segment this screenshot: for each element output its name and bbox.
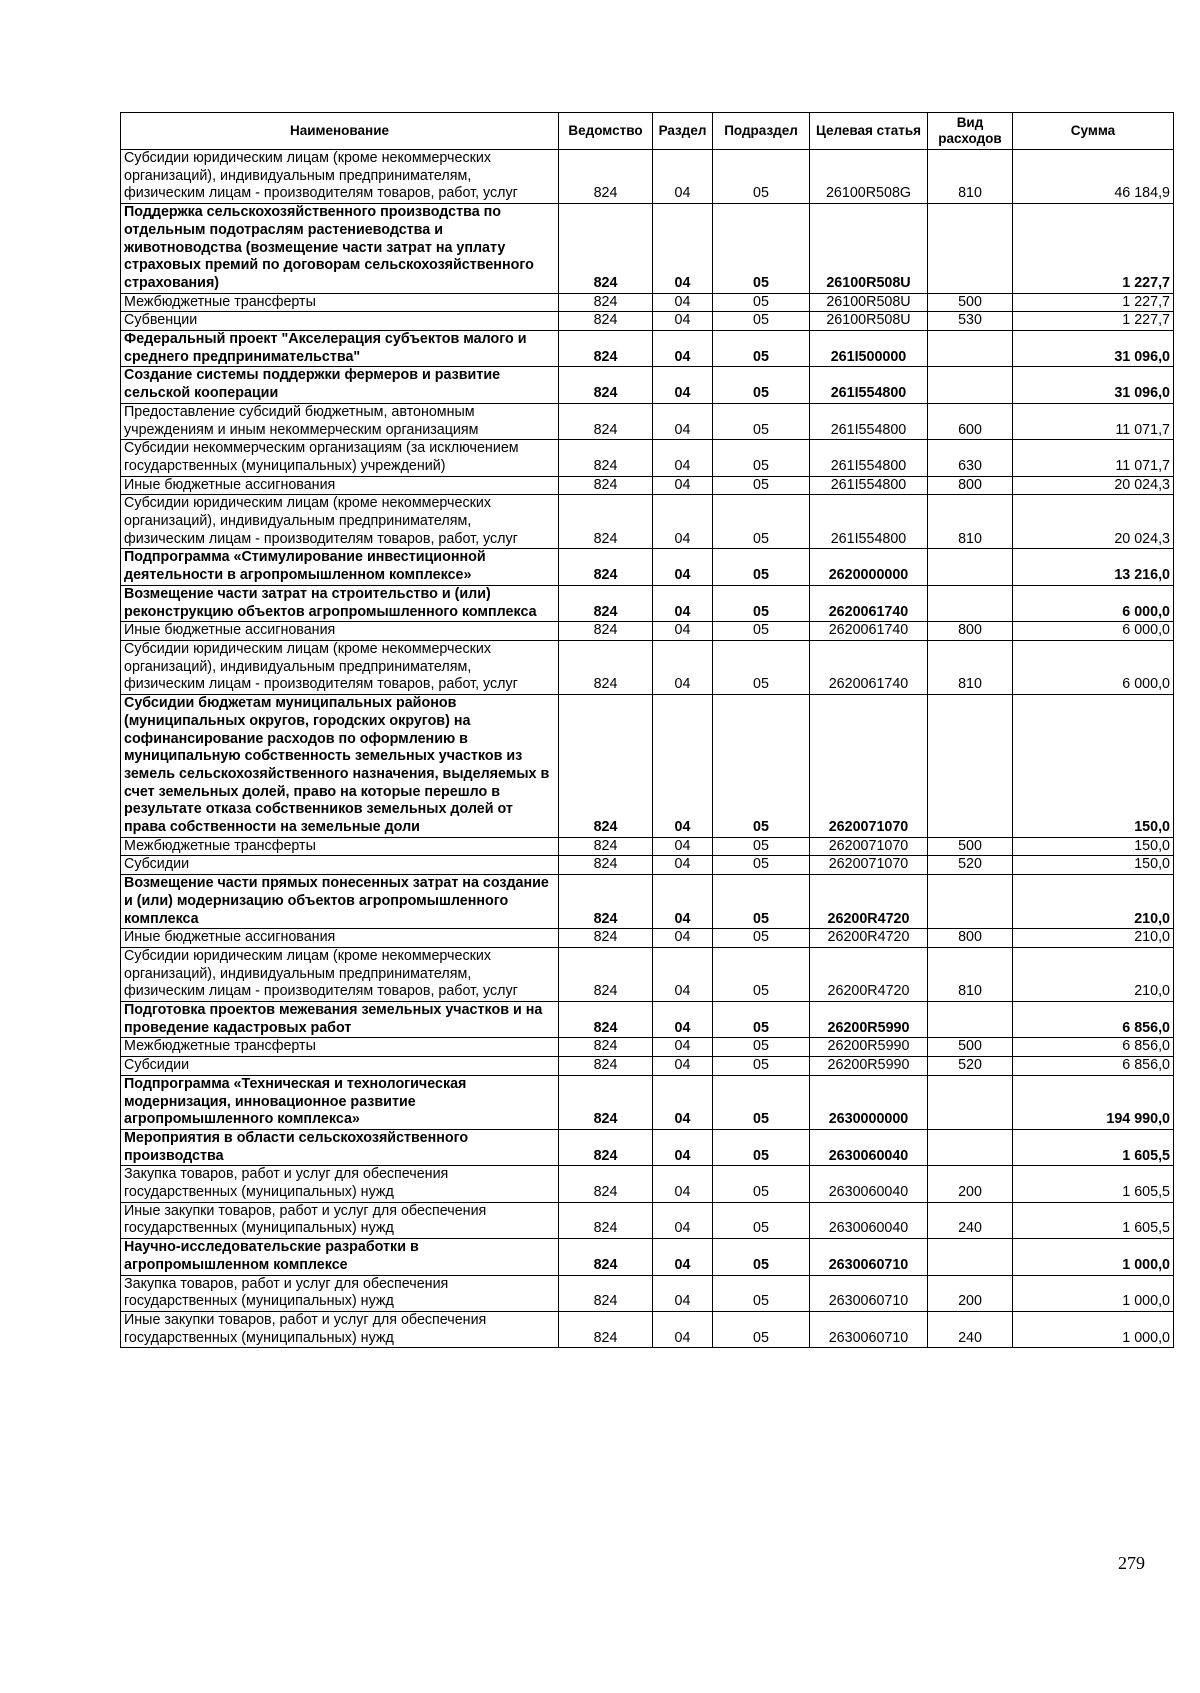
cell-name: Мероприятия в области сельскохозяйственного производства [121, 1129, 559, 1165]
cell-target: 2620061740 [810, 640, 928, 694]
cell-exp-type [928, 1239, 1013, 1275]
cell-exp-type: 810 [928, 640, 1013, 694]
cell-section: 04 [653, 495, 713, 549]
cell-dept: 824 [559, 585, 653, 621]
cell-subsection: 05 [713, 947, 810, 1001]
table-row [121, 1075, 1174, 1129]
cell-target: 261I554800 [810, 367, 928, 403]
cell-subsection: 05 [713, 695, 810, 838]
cell-target: 261I554800 [810, 440, 928, 476]
cell-dept: 824 [559, 837, 653, 856]
cell-section: 04 [653, 1239, 713, 1275]
table-row [121, 1057, 1174, 1076]
table-row [121, 837, 1174, 856]
cell-target: 2630060040 [810, 1202, 928, 1238]
cell-exp-type: 810 [928, 495, 1013, 549]
header-subsection: Подраздел [713, 113, 810, 150]
cell-name: Субсидии некоммерческим организациям (за исключением государственных (муниципальных) учреждений) [121, 440, 559, 476]
cell-amount: 210,0 [1013, 875, 1174, 929]
table-row [121, 367, 1174, 403]
page-number: 279 [1118, 1553, 1145, 1573]
cell-amount: 6 856,0 [1013, 1038, 1174, 1057]
cell-target: 261I554800 [810, 495, 928, 549]
cell-amount: 150,0 [1013, 856, 1174, 875]
cell-exp-type: 200 [928, 1275, 1013, 1311]
cell-name: Поддержка сельскохозяйственного производства по отдельным подотраслям растениеводства и животноводства (возмещение части затрат на уплату страховых премий по договорам сельскохозяйственного страхования) [121, 204, 559, 294]
cell-amount: 194 990,0 [1013, 1075, 1174, 1129]
table-body [121, 150, 1174, 1348]
cell-subsection: 05 [713, 150, 810, 204]
header-name: Наименование [121, 113, 559, 150]
cell-amount: 1 000,0 [1013, 1275, 1174, 1311]
table-row [121, 1129, 1174, 1165]
cell-amount: 210,0 [1013, 929, 1174, 948]
cell-amount: 1 227,7 [1013, 312, 1174, 331]
table-row [121, 929, 1174, 948]
cell-subsection: 05 [713, 440, 810, 476]
cell-target: 26100R508U [810, 293, 928, 312]
cell-amount: 1 227,7 [1013, 293, 1174, 312]
cell-subsection: 05 [713, 204, 810, 294]
cell-exp-type: 200 [928, 1166, 1013, 1202]
table-row [121, 875, 1174, 929]
cell-section: 04 [653, 440, 713, 476]
cell-subsection: 05 [713, 476, 810, 495]
cell-target: 26200R4720 [810, 929, 928, 948]
cell-section: 04 [653, 1057, 713, 1076]
table-row [121, 204, 1174, 294]
cell-dept: 824 [559, 495, 653, 549]
cell-name: Закупка товаров, работ и услуг для обеспечения государственных (муниципальных) нужд [121, 1275, 559, 1311]
cell-name: Иные бюджетные ассигнования [121, 622, 559, 641]
cell-target: 26200R4720 [810, 947, 928, 1001]
cell-target: 2630060710 [810, 1239, 928, 1275]
cell-target: 26200R5990 [810, 1038, 928, 1057]
cell-amount: 150,0 [1013, 837, 1174, 856]
cell-target: 261I554800 [810, 403, 928, 439]
table-row [121, 1312, 1174, 1348]
cell-exp-type: 800 [928, 476, 1013, 495]
cell-name: Межбюджетные трансферты [121, 837, 559, 856]
cell-target: 26200R4720 [810, 875, 928, 929]
cell-amount: 31 096,0 [1013, 367, 1174, 403]
cell-section: 04 [653, 1002, 713, 1038]
cell-subsection: 05 [713, 367, 810, 403]
cell-dept: 824 [559, 947, 653, 1001]
cell-dept: 824 [559, 312, 653, 331]
cell-name: Иные закупки товаров, работ и услуг для обеспечения государственных (муниципальных) нужд [121, 1312, 559, 1348]
cell-dept: 824 [559, 476, 653, 495]
cell-section: 04 [653, 875, 713, 929]
cell-name: Подготовка проектов межевания земельных участков и на проведение кадастровых работ [121, 1002, 559, 1038]
cell-dept: 824 [559, 1202, 653, 1238]
cell-target: 261I554800 [810, 476, 928, 495]
cell-subsection: 05 [713, 1129, 810, 1165]
cell-dept: 824 [559, 1129, 653, 1165]
cell-dept: 824 [559, 150, 653, 204]
cell-dept: 824 [559, 367, 653, 403]
cell-dept: 824 [559, 1075, 653, 1129]
table-row [121, 440, 1174, 476]
cell-name: Подпрограмма «Стимулирование инвестиционной деятельности в агропромышленном комплексе» [121, 549, 559, 585]
cell-subsection: 05 [713, 549, 810, 585]
cell-subsection: 05 [713, 1002, 810, 1038]
cell-subsection: 05 [713, 856, 810, 875]
cell-exp-type: 600 [928, 403, 1013, 439]
cell-name: Субсидии юридическим лицам (кроме некоммерческих организаций), индивидуальным предпринимателям, физическим лицам - производителям товаров, работ, услуг [121, 150, 559, 204]
cell-dept: 824 [559, 875, 653, 929]
cell-dept: 824 [559, 549, 653, 585]
cell-exp-type [928, 1129, 1013, 1165]
cell-dept: 824 [559, 929, 653, 948]
cell-section: 04 [653, 403, 713, 439]
cell-name: Субсидии бюджетам муниципальных районов (муниципальных округов, городских округов) на софинансирование расходов по оформлению в муниципальную собственность земельных участков из земель сельскохозяйственного назначения, выделяемых в счет земельных долей, право на которые перешло в результате отказа собственников земельных долей от права собственности на земельные доли [121, 695, 559, 838]
cell-exp-type: 500 [928, 837, 1013, 856]
cell-section: 04 [653, 150, 713, 204]
cell-target: 2620061740 [810, 622, 928, 641]
cell-section: 04 [653, 367, 713, 403]
cell-name: Субсидии [121, 1057, 559, 1076]
cell-amount: 6 000,0 [1013, 622, 1174, 641]
cell-section: 04 [653, 1202, 713, 1238]
table-row [121, 695, 1174, 838]
table-row [121, 1002, 1174, 1038]
cell-target: 2630060040 [810, 1166, 928, 1202]
cell-subsection: 05 [713, 1239, 810, 1275]
cell-target: 2620061740 [810, 585, 928, 621]
cell-name: Субсидии [121, 856, 559, 875]
cell-dept: 824 [559, 1057, 653, 1076]
cell-dept: 824 [559, 1002, 653, 1038]
table-row [121, 293, 1174, 312]
cell-section: 04 [653, 1075, 713, 1129]
cell-name: Иные закупки товаров, работ и услуг для обеспечения государственных (муниципальных) нужд [121, 1202, 559, 1238]
cell-exp-type [928, 204, 1013, 294]
cell-subsection: 05 [713, 293, 810, 312]
cell-amount: 210,0 [1013, 947, 1174, 1001]
cell-section: 04 [653, 1129, 713, 1165]
header-dept: Ведомство [559, 113, 653, 150]
cell-target: 2620071070 [810, 856, 928, 875]
cell-amount: 1 000,0 [1013, 1239, 1174, 1275]
table-row [121, 640, 1174, 694]
cell-subsection: 05 [713, 1038, 810, 1057]
cell-subsection: 05 [713, 875, 810, 929]
cell-section: 04 [653, 1275, 713, 1311]
cell-section: 04 [653, 640, 713, 694]
cell-dept: 824 [559, 622, 653, 641]
cell-amount: 20 024,3 [1013, 476, 1174, 495]
cell-amount: 1 227,7 [1013, 204, 1174, 294]
cell-exp-type: 530 [928, 312, 1013, 331]
cell-name: Иные бюджетные ассигнования [121, 929, 559, 948]
cell-exp-type [928, 1002, 1013, 1038]
cell-name: Иные бюджетные ассигнования [121, 476, 559, 495]
cell-dept: 824 [559, 640, 653, 694]
cell-subsection: 05 [713, 331, 810, 367]
cell-dept: 824 [559, 331, 653, 367]
cell-subsection: 05 [713, 1166, 810, 1202]
cell-dept: 824 [559, 440, 653, 476]
table-row [121, 1202, 1174, 1238]
cell-name: Субсидии юридическим лицам (кроме некоммерческих организаций), индивидуальным предпринимателям, физическим лицам - производителям товаров, работ, услуг [121, 947, 559, 1001]
cell-dept: 824 [559, 293, 653, 312]
cell-target: 2630060710 [810, 1312, 928, 1348]
budget-table [120, 112, 1174, 1348]
table-row [121, 856, 1174, 875]
cell-name: Субсидии юридическим лицам (кроме некоммерческих организаций), индивидуальным предпринимателям, физическим лицам - производителям товаров, работ, услуг [121, 495, 559, 549]
cell-target: 2620000000 [810, 549, 928, 585]
cell-name: Межбюджетные трансферты [121, 293, 559, 312]
cell-section: 04 [653, 293, 713, 312]
table-row [121, 947, 1174, 1001]
cell-subsection: 05 [713, 1202, 810, 1238]
table-row [121, 150, 1174, 204]
cell-subsection: 05 [713, 585, 810, 621]
cell-subsection: 05 [713, 1057, 810, 1076]
cell-amount: 1 000,0 [1013, 1312, 1174, 1348]
cell-name: Создание системы поддержки фермеров и развитие сельской кооперации [121, 367, 559, 403]
table-row [121, 403, 1174, 439]
cell-exp-type [928, 331, 1013, 367]
cell-section: 04 [653, 695, 713, 838]
cell-amount: 1 605,5 [1013, 1166, 1174, 1202]
header-amount: Сумма [1013, 113, 1174, 150]
cell-section: 04 [653, 947, 713, 1001]
cell-exp-type: 500 [928, 1038, 1013, 1057]
cell-target: 26200R5990 [810, 1057, 928, 1076]
cell-section: 04 [653, 929, 713, 948]
cell-target: 2620071070 [810, 695, 928, 838]
cell-section: 04 [653, 837, 713, 856]
table-row [121, 1038, 1174, 1057]
cell-amount: 1 605,5 [1013, 1202, 1174, 1238]
cell-amount: 13 216,0 [1013, 549, 1174, 585]
cell-section: 04 [653, 856, 713, 875]
cell-exp-type: 520 [928, 856, 1013, 875]
table-row [121, 331, 1174, 367]
cell-name: Субвенции [121, 312, 559, 331]
cell-exp-type [928, 1075, 1013, 1129]
table-row [121, 1275, 1174, 1311]
cell-amount: 6 000,0 [1013, 585, 1174, 621]
cell-target: 2630000000 [810, 1075, 928, 1129]
cell-amount: 31 096,0 [1013, 331, 1174, 367]
cell-exp-type [928, 585, 1013, 621]
cell-amount: 1 605,5 [1013, 1129, 1174, 1165]
cell-name: Возмещение части затрат на строительство и (или) реконструкцию объектов агропромышленного комплекса [121, 585, 559, 621]
cell-dept: 824 [559, 1166, 653, 1202]
cell-amount: 46 184,9 [1013, 150, 1174, 204]
cell-section: 04 [653, 1312, 713, 1348]
header-section: Раздел [653, 113, 713, 150]
cell-name: Федеральный проект "Акселерация субъектов малого и среднего предпринимательства" [121, 331, 559, 367]
cell-exp-type: 800 [928, 622, 1013, 641]
cell-target: 26100R508U [810, 204, 928, 294]
cell-section: 04 [653, 622, 713, 641]
cell-name: Подпрограмма «Техническая и технологическая модернизация, инновационное развитие агропромышленного комплекса» [121, 1075, 559, 1129]
cell-target: 26100R508G [810, 150, 928, 204]
cell-subsection: 05 [713, 929, 810, 948]
header-exp-type: Вид расходов [928, 113, 1013, 150]
cell-section: 04 [653, 549, 713, 585]
header-target: Целевая статья [810, 113, 928, 150]
cell-exp-type [928, 549, 1013, 585]
cell-section: 04 [653, 585, 713, 621]
cell-amount: 11 071,7 [1013, 403, 1174, 439]
cell-amount: 11 071,7 [1013, 440, 1174, 476]
table-row [121, 312, 1174, 331]
cell-section: 04 [653, 1038, 713, 1057]
cell-subsection: 05 [713, 1312, 810, 1348]
cell-exp-type: 810 [928, 150, 1013, 204]
cell-dept: 824 [559, 695, 653, 838]
table-header-row [121, 113, 1174, 150]
cell-dept: 824 [559, 403, 653, 439]
cell-exp-type [928, 875, 1013, 929]
cell-dept: 824 [559, 856, 653, 875]
cell-name: Научно-исследовательские разработки в агропромышленном комплексе [121, 1239, 559, 1275]
cell-exp-type: 810 [928, 947, 1013, 1001]
table-row [121, 1239, 1174, 1275]
cell-section: 04 [653, 476, 713, 495]
cell-name: Возмещение части прямых понесенных затрат на создание и (или) модернизацию объектов агропромышленного комплекса [121, 875, 559, 929]
cell-target: 2630060710 [810, 1275, 928, 1311]
table-row [121, 476, 1174, 495]
cell-amount: 6 856,0 [1013, 1002, 1174, 1038]
cell-exp-type: 800 [928, 929, 1013, 948]
cell-subsection: 05 [713, 1275, 810, 1311]
cell-exp-type: 240 [928, 1202, 1013, 1238]
cell-dept: 824 [559, 1312, 653, 1348]
table-row [121, 549, 1174, 585]
cell-target: 2620071070 [810, 837, 928, 856]
cell-name: Предоставление субсидий бюджетным, автономным учреждениям и иным некоммерческим организациям [121, 403, 559, 439]
cell-dept: 824 [559, 204, 653, 294]
cell-exp-type: 500 [928, 293, 1013, 312]
cell-section: 04 [653, 331, 713, 367]
cell-amount: 6 000,0 [1013, 640, 1174, 694]
cell-subsection: 05 [713, 403, 810, 439]
cell-dept: 824 [559, 1275, 653, 1311]
cell-amount: 150,0 [1013, 695, 1174, 838]
cell-exp-type: 240 [928, 1312, 1013, 1348]
cell-amount: 6 856,0 [1013, 1057, 1174, 1076]
cell-exp-type: 630 [928, 440, 1013, 476]
cell-subsection: 05 [713, 622, 810, 641]
cell-exp-type [928, 695, 1013, 838]
cell-name: Закупка товаров, работ и услуг для обеспечения государственных (муниципальных) нужд [121, 1166, 559, 1202]
cell-name: Субсидии юридическим лицам (кроме некоммерческих организаций), индивидуальным предпринимателям, физическим лицам - производителям товаров, работ, услуг [121, 640, 559, 694]
cell-dept: 824 [559, 1239, 653, 1275]
cell-amount: 20 024,3 [1013, 495, 1174, 549]
cell-target: 26100R508U [810, 312, 928, 331]
cell-exp-type [928, 367, 1013, 403]
cell-subsection: 05 [713, 1075, 810, 1129]
cell-target: 26200R5990 [810, 1002, 928, 1038]
cell-section: 04 [653, 1166, 713, 1202]
cell-section: 04 [653, 204, 713, 294]
table-row [121, 585, 1174, 621]
table-row [121, 495, 1174, 549]
cell-section: 04 [653, 312, 713, 331]
cell-target: 2630060040 [810, 1129, 928, 1165]
cell-dept: 824 [559, 1038, 653, 1057]
cell-name: Межбюджетные трансферты [121, 1038, 559, 1057]
cell-subsection: 05 [713, 640, 810, 694]
cell-subsection: 05 [713, 312, 810, 331]
cell-target: 261I500000 [810, 331, 928, 367]
cell-subsection: 05 [713, 837, 810, 856]
cell-exp-type: 520 [928, 1057, 1013, 1076]
table-row [121, 1166, 1174, 1202]
table-row [121, 622, 1174, 641]
cell-subsection: 05 [713, 495, 810, 549]
